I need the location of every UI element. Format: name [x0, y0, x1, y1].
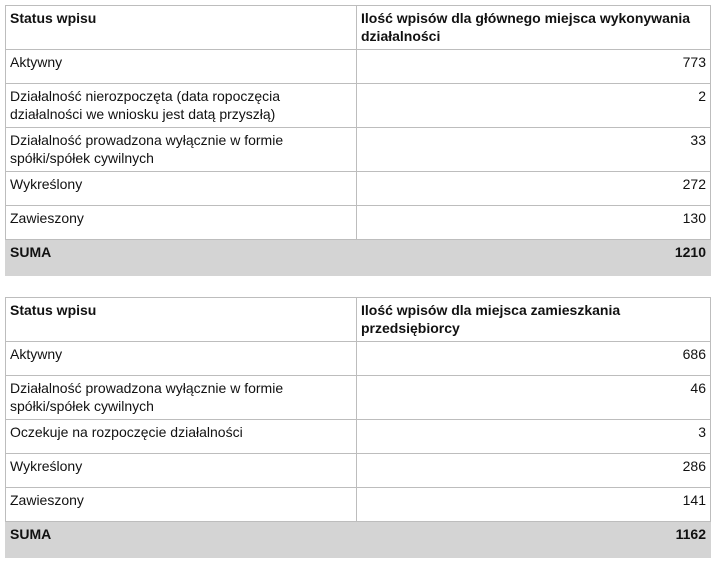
row-count: 686: [357, 342, 711, 376]
table-row: [6, 50, 711, 84]
row-count: 141: [357, 488, 711, 522]
row-status: Zawieszony: [6, 206, 357, 240]
table-row: [6, 128, 711, 172]
header-count: Ilość wpisów dla miejsca zamieszkania przedsiębiorcy: [357, 298, 711, 342]
row-status: Działalność nierozpoczęta (data ropoczęcia działalności we wniosku jest datą przyszłą): [6, 84, 357, 128]
row-status: Wykreślony: [6, 172, 357, 206]
row-status: Aktywny: [6, 342, 357, 376]
table-row: [6, 420, 711, 454]
table-row: [6, 376, 711, 420]
table-row: [6, 172, 711, 206]
row-status: Działalność prowadzona wyłącznie w formie spółki/spółek cywilnych: [6, 376, 357, 420]
table-row: [6, 454, 711, 488]
sum-label: SUMA: [6, 240, 357, 276]
row-count: 130: [357, 206, 711, 240]
table-header-row: [6, 298, 711, 342]
row-status: Wykreślony: [6, 454, 357, 488]
table-row: [6, 488, 711, 522]
status-table-main-place: [5, 5, 711, 276]
row-status: Zawieszony: [6, 488, 357, 522]
row-count: 286: [357, 454, 711, 488]
sum-row: [6, 240, 711, 276]
row-count: 33: [357, 128, 711, 172]
status-table-residence: [5, 297, 711, 558]
row-count: 2: [357, 84, 711, 128]
row-status: Oczekuje na rozpoczęcie działalności: [6, 420, 357, 454]
sum-value: 1210: [357, 240, 711, 276]
table-row: [6, 206, 711, 240]
row-status: Działalność prowadzona wyłącznie w formie spółki/spółek cywilnych: [6, 128, 357, 172]
row-count: 272: [357, 172, 711, 206]
header-status: Status wpisu: [6, 298, 357, 342]
table-row: [6, 84, 711, 128]
header-count: Ilość wpisów dla głównego miejsca wykonywania działalności: [357, 6, 711, 50]
sum-label: SUMA: [6, 522, 357, 558]
sum-value: 1162: [357, 522, 711, 558]
row-count: 773: [357, 50, 711, 84]
row-count: 3: [357, 420, 711, 454]
header-status: Status wpisu: [6, 6, 357, 50]
table-header-row: [6, 6, 711, 50]
row-count: 46: [357, 376, 711, 420]
sum-row: [6, 522, 711, 558]
table-row: [6, 342, 711, 376]
row-status: Aktywny: [6, 50, 357, 84]
